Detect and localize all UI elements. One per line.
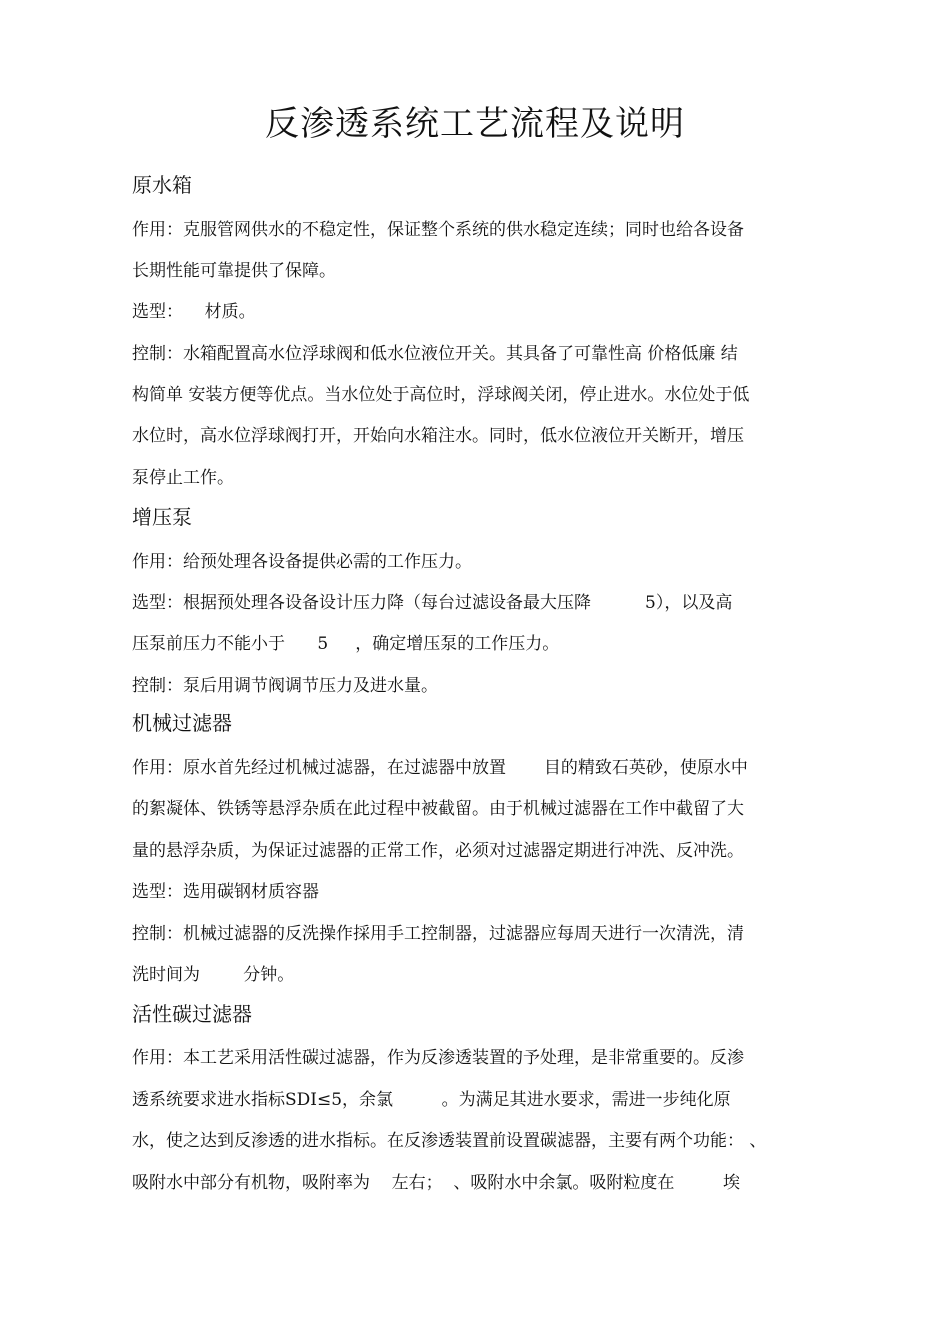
paragraph-line: 作用：给预处理各设备提供必需的工作压力。: [132, 552, 472, 572]
paragraph-line: 选型： 材质。: [132, 302, 256, 322]
paragraph-line: 选型：根据预处理各设备设计压力降（每台过滤设备最大压降 5），以及高: [132, 593, 733, 613]
page-title: 反渗透系统工艺流程及说明: [265, 104, 685, 144]
paragraph-line: 量的悬浮杂质，为保证过滤器的正常工作，必须对过滤器定期进行冲洗、反冲洗。: [132, 841, 744, 861]
paragraph-line: 洗时间为 分钟。: [132, 965, 295, 985]
paragraph-line: 作用：原水首先经过机械过滤器，在过滤器中放置 目的精致石英砂，使原水中: [132, 758, 748, 778]
paragraph-line: 作用：本工艺采用活性碳过滤器，作为反渗透装置的予处理，是非常重要的。反渗: [132, 1048, 744, 1068]
paragraph-line: 水，使之达到反渗透的进水指标。在反渗透装置前设置碳滤器，主要有两个功能： 、: [132, 1131, 767, 1151]
paragraph-line: 透系统要求进水指标SDI≤5，余氯 。为满足其进水要求，需进一步纯化原: [132, 1090, 731, 1110]
paragraph-line: 长期性能可靠提供了保障。: [132, 261, 336, 281]
paragraph-line: 泵停止工作。: [132, 468, 234, 488]
section-heading-raw-water-tank: 原水箱: [132, 173, 192, 197]
section-heading-mechanical-filter: 机械过滤器: [132, 711, 232, 735]
section-heading-booster-pump: 增压泵: [132, 505, 192, 529]
paragraph-line: 压泵前压力不能小于 5 ，确定增压泵的工作压力。: [132, 634, 560, 654]
paragraph-line: 控制：水箱配置高水位浮球阀和低水位液位开关。其具备了可靠性高 价格低廉 结: [132, 344, 738, 364]
paragraph-line: 选型：选用碳钢材质容器: [132, 882, 319, 902]
paragraph-line: 控制：机械过滤器的反洗操作採用手工控制器，过滤器应每周天进行一次清洗，清: [132, 924, 744, 944]
paragraph-line: 作用：克服管网供水的不稳定性，保证整个系统的供水稳定连续；同时也给各设备: [132, 220, 744, 240]
paragraph-line: 吸附水中部分有机物，吸附率为 左右； 、吸附水中余氯。吸附粒度在 埃: [132, 1173, 741, 1193]
paragraph-line: 构简单 安装方便等优点。当水位处于高位时，浮球阀关闭，停止进水。水位处于低: [132, 385, 750, 405]
paragraph-line: 水位时，高水位浮球阀打开，开始向水箱注水。同时，低水位液位开关断开，增压: [132, 426, 744, 446]
paragraph-line: 控制：泵后用调节阀调节压力及进水量。: [132, 676, 438, 696]
paragraph-line: 的絮凝体、铁锈等悬浮杂质在此过程中被截留。由于机械过滤器在工作中截留了大: [132, 799, 744, 819]
section-heading-activated-carbon-filter: 活性碳过滤器: [132, 1002, 252, 1026]
